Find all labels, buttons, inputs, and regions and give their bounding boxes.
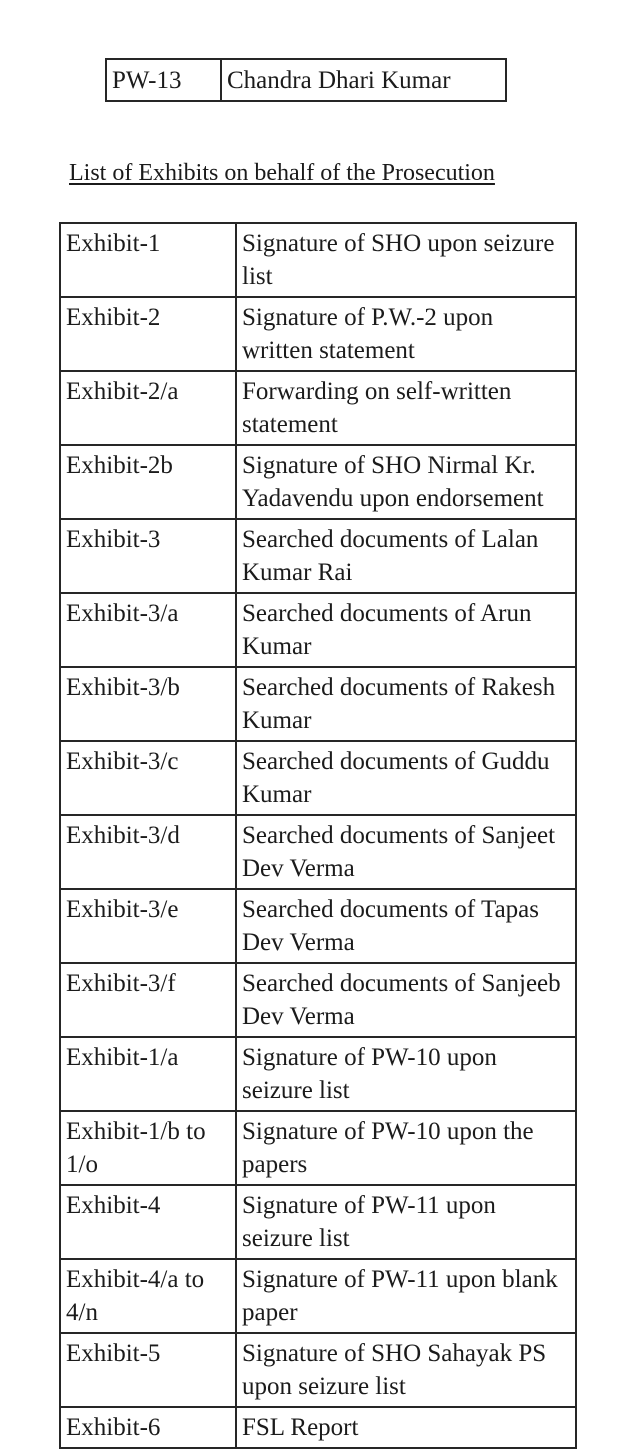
table-row: [60, 297, 576, 371]
exhibit-number-cell: Exhibit-3/c: [60, 741, 236, 815]
exhibit-description-cell: Forwarding on self-written statement: [236, 371, 576, 445]
exhibit-description-cell: Signature of SHO Sahayak PS upon seizure list: [236, 1333, 576, 1407]
table-row: [106, 59, 506, 101]
exhibit-description-cell: Signature of SHO Nirmal Kr. Yadavendu upon endorsement: [236, 445, 576, 519]
exhibit-number-cell: Exhibit-4/a to 4/n: [60, 1259, 236, 1333]
table-row: [60, 371, 576, 445]
exhibit-number-cell: Exhibit-1: [60, 223, 236, 297]
exhibits-table: [59, 222, 577, 1449]
exhibit-description-cell: FSL Report: [236, 1407, 576, 1448]
exhibit-description-cell: Signature of PW-10 upon seizure list: [236, 1037, 576, 1111]
exhibit-number-cell: Exhibit-2/a: [60, 371, 236, 445]
exhibit-description-cell: Signature of PW-10 upon the papers: [236, 1111, 576, 1185]
exhibit-description-cell: Searched documents of Lalan Kumar Rai: [236, 519, 576, 593]
table-row: [60, 1185, 576, 1259]
exhibit-number-cell: Exhibit-4: [60, 1185, 236, 1259]
table-row: [60, 1407, 576, 1448]
table-row: [60, 1111, 576, 1185]
exhibit-description-cell: Searched documents of Sanjeeb Dev Verma: [236, 963, 576, 1037]
exhibit-number-cell: Exhibit-3/b: [60, 667, 236, 741]
table-row: [60, 963, 576, 1037]
table-row: [60, 593, 576, 667]
exhibit-number-cell: Exhibit-3/d: [60, 815, 236, 889]
exhibit-description-cell: Searched documents of Arun Kumar: [236, 593, 576, 667]
witness-table: [105, 58, 507, 102]
table-row: [60, 1333, 576, 1407]
exhibit-description-cell: Searched documents of Tapas Dev Verma: [236, 889, 576, 963]
table-row: [60, 519, 576, 593]
table-row: [60, 445, 576, 519]
exhibit-number-cell: Exhibit-3/f: [60, 963, 236, 1037]
table-row: [60, 815, 576, 889]
table-row: [60, 667, 576, 741]
exhibit-description-cell: Searched documents of Guddu Kumar: [236, 741, 576, 815]
exhibit-number-cell: Exhibit-3: [60, 519, 236, 593]
exhibit-description-cell: Signature of PW-11 upon blank paper: [236, 1259, 576, 1333]
exhibit-number-cell: Exhibit-1/b to 1/o: [60, 1111, 236, 1185]
exhibit-number-cell: Exhibit-3/a: [60, 593, 236, 667]
exhibit-description-cell: Signature of SHO upon seizure list: [236, 223, 576, 297]
table-row: [60, 741, 576, 815]
exhibit-number-cell: Exhibit-2b: [60, 445, 236, 519]
table-row: [60, 1259, 576, 1333]
exhibit-number-cell: Exhibit-6: [60, 1407, 236, 1448]
exhibit-description-cell: Searched documents of Sanjeet Dev Verma: [236, 815, 576, 889]
exhibit-number-cell: Exhibit-3/e: [60, 889, 236, 963]
witness-name-cell: Chandra Dhari Kumar: [221, 59, 506, 101]
table-row: [60, 223, 576, 297]
exhibit-number-cell: Exhibit-5: [60, 1333, 236, 1407]
exhibit-number-cell: Exhibit-2: [60, 297, 236, 371]
exhibit-number-cell: Exhibit-1/a: [60, 1037, 236, 1111]
table-row: [60, 1037, 576, 1111]
exhibit-description-cell: Signature of PW-11 upon seizure list: [236, 1185, 576, 1259]
page-title: List of Exhibits on behalf of the Prosecution: [69, 160, 495, 186]
table-row: [60, 889, 576, 963]
exhibit-description-cell: Searched documents of Rakesh Kumar: [236, 667, 576, 741]
exhibit-description-cell: Signature of P.W.-2 upon written statement: [236, 297, 576, 371]
witness-number-cell: PW-13: [106, 59, 221, 101]
